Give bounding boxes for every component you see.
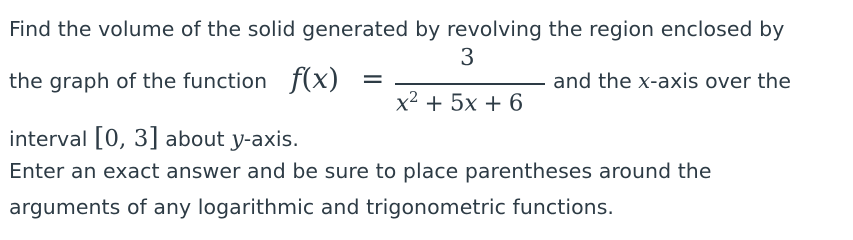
- function-variable: x: [312, 62, 329, 95]
- line-2-and-the: and the: [553, 69, 632, 93]
- function-expression: [291, 62, 339, 95]
- denominator-exponent: 2: [408, 88, 419, 106]
- axis-suffix: -axis.: [243, 127, 299, 151]
- fraction-bar: [395, 83, 545, 85]
- denominator-x: x: [396, 90, 409, 117]
- denominator-constant: 6: [508, 90, 524, 117]
- interval-label: interval: [9, 127, 88, 151]
- denominator-x-linear: x: [464, 90, 478, 117]
- problem-line-3: [9, 123, 299, 153]
- rotation-axis-variable-y: y: [231, 127, 244, 152]
- denominator-coefficient: 5: [449, 90, 465, 117]
- about-label: about: [165, 127, 225, 151]
- fraction-denominator: [396, 88, 523, 117]
- interval-close-bracket: ]: [148, 123, 159, 153]
- equals-sign: =: [361, 62, 385, 95]
- problem-line-2-suffix: [553, 69, 791, 93]
- line-2-axis-over-the: -axis over the: [650, 69, 791, 93]
- denominator-plus-1: +: [424, 90, 444, 117]
- problem-line-5: arguments of any logarithmic and trigonometric functions.: [9, 195, 614, 219]
- axis-variable-x: x: [638, 69, 651, 93]
- problem-line-4: Enter an exact answer and be sure to place parentheses around the: [9, 159, 712, 183]
- fraction-numerator: 3: [460, 45, 475, 71]
- interval-values: 0, 3: [104, 126, 149, 152]
- denominator-plus-2: +: [483, 90, 503, 117]
- function-close-paren: ): [328, 62, 340, 95]
- problem-line-2-prefix: the graph of the function: [9, 69, 268, 93]
- interval-open-bracket: [: [94, 123, 105, 153]
- function-name: f: [291, 62, 302, 95]
- problem-line-1: Find the volume of the solid generated by revolving the region enclosed by: [9, 17, 785, 41]
- function-open-paren: (: [301, 62, 313, 95]
